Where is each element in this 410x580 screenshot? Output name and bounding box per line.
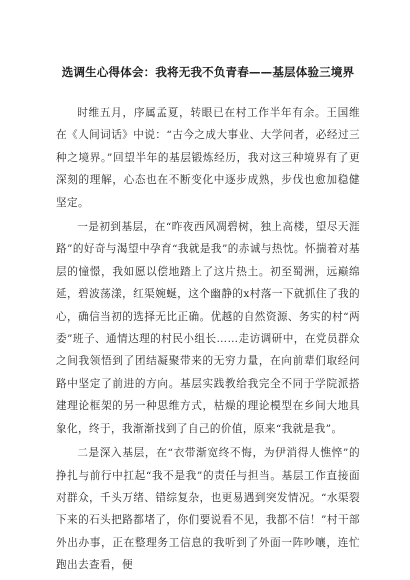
paragraph-1: 时维五月，序属孟夏，转眼已在村工作半年有余。王国维在《人间词话》中说：“古今之成大事业、大学问者，必经过三种之境界。”回望半年的基层锻炼经历，我对这三种境界有了更深刻的理解，心态也在不断变化中逐步成熟，步伐也愈加稳健坚定。 <box>56 107 360 209</box>
paragraph-3: 二是深入基层，在“衣带渐宽终不悔，为伊消得人憔悴”的挣扎与前行中扛起“我不是我”的责任与担当。基层工作直接面对群众，千头万绪、错综复杂，也更易遇到突发情况。“水渠裂下来的石头把路都堵了，你们要说看不见，我都不信！”村干部外出办事，正在整理务工信息的我听到了外面一阵吵嚷，连忙跑出去查看，便 <box>56 447 360 572</box>
document-title: 选调生心得体会：我将无我不负青春——基层体验三境界 <box>61 65 355 79</box>
paragraph-2: 一是初到基层，在“昨夜西风凋碧树，独上高楼，望尽天涯路”的好奇与渴望中孕育“我就是我”的赤诚与热忱。怀揣着对基层的憧憬，我如愿以偿地踏上了这片热土。初至蜀洲，远巅绵延，碧波荡漾，红渠婉蜒，这个幽静的x村落一下就抓住了我的心，确信当初的选择无比正确。优越的自然资源、务实的村“两委”班子、通情达理的村民小组长……走访调研中，在党员群众之间我领悟到了团结凝聚带来的无穷力量，在向前辈们取经问路中坚定了前进的方向。基层实践教给我完全不同于学院派搭建理论框架的另一种思维方式，枯燥的理论模型在乡间大地具象化，终于，我渐渐找到了自己的价值，原来“我就是我”。 <box>56 221 360 435</box>
